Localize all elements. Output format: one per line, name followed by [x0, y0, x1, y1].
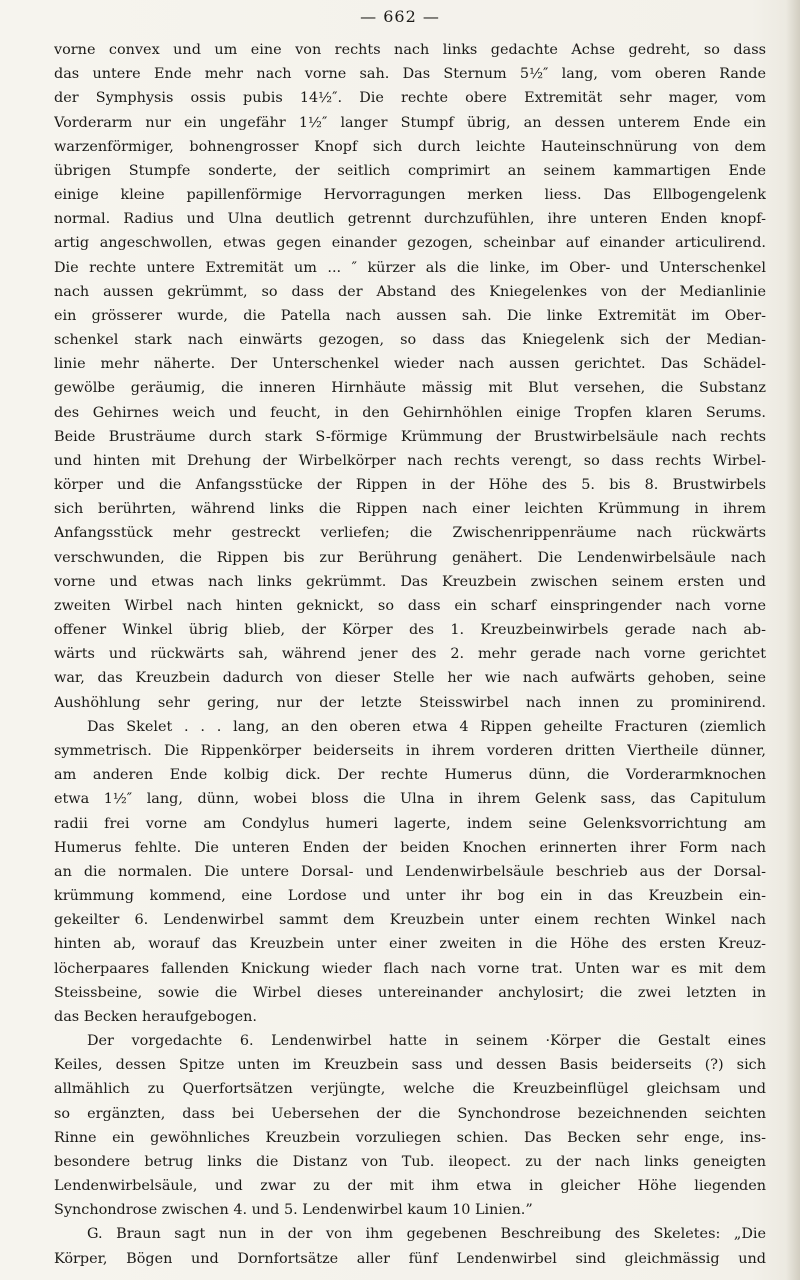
text-line: krümmung kommend, eine Lordose und unter ihr bog ein in das Kreuzbein ein- — [54, 888, 766, 905]
text-line: schenkel stark nach einwärts gezogen, so dass das Kniegelenk sich der Median- — [54, 332, 766, 349]
text-line: Beide Brusträume durch stark S-förmige Krümmung der Brustwirbelsäule nach rechts — [54, 428, 766, 445]
text-line: etwa 1½″ lang, dünn, wobei bloss die Ulna in ihrem Gelenk sass, das Capitulum — [54, 791, 766, 808]
text-line: Körper, Bögen und Dornfortsätze aller fünf Lendenwirbel sind gleichmässig und — [54, 1250, 766, 1267]
text-line: Vorderarm nur ein ungefähr 1½″ langer Stumpf übrig, an dessen unterem Ende ein — [54, 114, 766, 131]
text-line: Das Skelet . . . lang, an den oberen etwa 4 Rippen geheilte Fracturen (ziemlich — [87, 718, 766, 735]
text-line: Humerus fehlte. Die unteren Enden der beiden Knochen erinnerten ihrer Form nach — [54, 839, 766, 856]
text-line: zweiten Wirbel nach hinten geknickt, so dass ein scharf einspringender nach vorne — [54, 597, 766, 614]
paragraph — [54, 715, 766, 1029]
text-line: verschwunden, die Rippen bis zur Berührung genähert. Die Lendenwirbelsäule nach — [54, 549, 766, 566]
text-line: am anderen Ende kolbig dick. Der rechte Humerus dünn, die Vorderarmknochen — [54, 767, 766, 784]
paragraph — [54, 1029, 766, 1222]
text-line: Synchondrose zwischen 4. und 5. Lendenwirbel kaum 10 Linien.” — [54, 1202, 533, 1219]
text-line: radii frei vorne am Condylus humeri lagerte, indem seine Gelenksvorrichtung am — [54, 815, 766, 832]
text-line: gekeilter 6. Lendenwirbel sammt dem Kreuzbein unter einem rechten Winkel nach — [54, 912, 766, 929]
text-line: Der vorgedachte 6. Lendenwirbel hatte in seinem ·Körper die Gestalt eines — [87, 1033, 766, 1050]
text-line: das Becken heraufgebogen. — [54, 1008, 257, 1025]
text-line: Rinne ein gewöhnliches Kreuzbein vorzuliegen schien. Das Becken sehr enge, ins- — [54, 1129, 766, 1146]
text-line: übrigen Stumpfe sonderte, der seitlich comprimirt an seinem kammartigen Ende — [54, 162, 766, 179]
text-line: Aushöhlung sehr gering, nur der letzte Steisswirbel nach innen zu prominirend. — [54, 694, 766, 711]
text-line: symmetrisch. Die Rippenkörper beiderseits in ihrem vorderen dritten Viertheile dünner, — [54, 742, 766, 759]
text-line: warzenförmiger, bohnengrosser Knopf sich durch leichte Hauteinschnürung von dem — [54, 138, 766, 155]
body-text — [54, 38, 766, 1271]
text-line: normal. Radius und Ulna deutlich getrennt durchzufühlen, ihre unteren Enden knopf- — [54, 211, 766, 228]
text-line: hinten ab, worauf das Kreuzbein unter einer zweiten in die Höhe des ersten Kreuz- — [54, 936, 766, 953]
text-line: Anfangsstück mehr gestreckt verliefen; die Zwischenrippenräume nach rückwärts — [54, 525, 766, 542]
text-line: so ergänzten, dass bei Uebersehen der die Synchondrose bezeichnenden seichten — [54, 1105, 766, 1122]
text-line: Lendenwirbelsäule, und zwar zu der mit ihm etwa in gleicher Höhe liegenden — [54, 1178, 766, 1195]
page-edge-shadow — [786, 0, 800, 1280]
text-line: Die rechte untere Extremität um ... ″ kürzer als die linke, im Ober- und Unterschenkel — [54, 259, 766, 276]
paragraph — [54, 38, 766, 715]
text-line: der Symphysis ossis pubis 14½″. Die rechte obere Extremität sehr mager, vom — [54, 90, 766, 107]
text-line: Steissbeine, sowie die Wirbel dieses untereinander anchylosirt; die zwei letzten in — [54, 984, 766, 1001]
text-line: artig angeschwollen, etwas gegen einander gezogen, scheinbar auf einander articulirend. — [54, 235, 766, 252]
text-line: offener Winkel übrig blieb, der Körper des 1. Kreuzbeinwirbels gerade nach ab- — [54, 622, 766, 639]
text-line: linie mehr näherte. Der Unterschenkel wieder nach aussen gerichtet. Das Schädel- — [54, 356, 766, 373]
text-line: und hinten mit Drehung der Wirbelkörper nach rechts verengt, so dass rechts Wirbel- — [54, 452, 766, 469]
text-line: war, das Kreuzbein dadurch von dieser Stelle her wie nach aufwärts gehoben, seine — [54, 670, 766, 687]
text-line: des Gehirnes weich und feucht, in den Gehirnhöhlen einige Tropfen klaren Serums. — [54, 404, 766, 421]
text-line: einige kleine papillenförmige Hervorragungen merken liess. Das Ellbogengelenk — [54, 187, 766, 204]
text-line: an die normalen. Die untere Dorsal- und Lendenwirbelsäule beschrieb aus der Dorsal- — [54, 863, 766, 880]
text-line: vorne convex und um eine von rechts nach links gedachte Achse gedreht, so dass — [54, 42, 766, 58]
text-line: vorne und etwas nach links gekrümmt. Das Kreuzbein zwischen seinem ersten und — [54, 573, 766, 590]
text-line: das untere Ende mehr nach vorne sah. Das Sternum 5½″ lang, vom oberen Rande — [54, 66, 766, 83]
text-line: besondere betrug links die Distanz von Tub. ileopect. zu der nach links geneigten — [54, 1153, 766, 1170]
text-line: löcherpaares fallenden Knickung wieder flach nach vorne trat. Unten war es mit dem — [54, 960, 766, 977]
text-line: G. Braun sagt nun in der von ihm gegebenen Beschreibung des Skeletes: „Die — [87, 1226, 766, 1243]
text-line: körper und die Anfangsstücke der Rippen in der Höhe des 5. bis 8. Brustwirbels — [54, 477, 766, 494]
text-line: sich berührten, während links die Rippen nach einer leichten Krümmung in ihrem — [54, 501, 766, 518]
text-line: nach aussen gekrümmt, so dass der Abstand des Kniegelenkes von der Medianlinie — [54, 283, 766, 300]
text-line: allmählich zu Querfortsätzen verjüngte, welche die Kreuzbeinflügel gleichsam und — [54, 1081, 766, 1098]
text-line: gewölbe geräumig, die inneren Hirnhäute mässig mit Blut versehen, die Substanz — [54, 380, 766, 397]
text-line: ein grösserer wurde, die Patella nach aussen sah. Die linke Extremität im Ober- — [54, 307, 766, 324]
page-number: — 662 — — [360, 7, 440, 26]
paragraph — [54, 1222, 766, 1270]
text-line: Keiles, dessen Spitze unten im Kreuzbein sass und dessen Basis beiderseits (?) sich — [54, 1057, 766, 1074]
text-line: wärts und rückwärts sah, während jener des 2. mehr gerade nach vorne gerichtet — [54, 646, 766, 663]
